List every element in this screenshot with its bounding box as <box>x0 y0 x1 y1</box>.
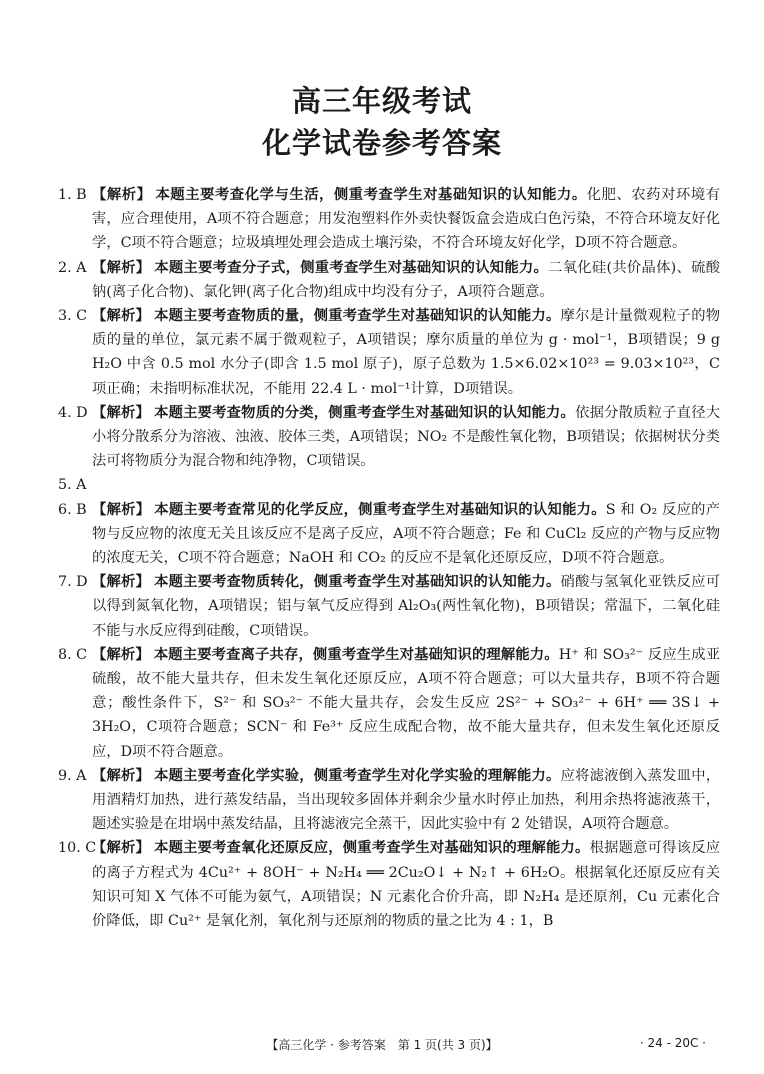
answer-item <box>58 183 720 256</box>
analysis-lead: 本题主要考查化学实验，侧重考查学生对化学实验的理解能力。 <box>154 767 561 784</box>
answer-item <box>58 764 720 837</box>
analysis-lead: 本题主要考查物质的分类，侧重考查学生对基础知识的认知能力。 <box>154 404 576 421</box>
analysis-tag: 【解析】 <box>92 840 151 857</box>
analysis-lead: 本题主要考查分子式，侧重考查学生对基础知识的认知能力。 <box>154 259 549 276</box>
analysis-body: 依据分散质粒子直径大小将分散系分为溶液、浊液、胶体三类，A项错误；NO₂ 不是酸性氧化物，B项错误；依据树状分类法可将物质分为混合物和纯净物，C项错误。 <box>92 404 721 470</box>
footer-page-info: 【高三化学 · 参考答案 第 1 页(共 3 页)】 <box>266 1038 498 1052</box>
analysis-tag: 【解析】 <box>92 646 150 663</box>
title-line-1: 高三年级考试 <box>291 84 472 118</box>
answer-number: 7. D <box>58 574 88 591</box>
analysis-body: 硝酸与氢氧化亚铁反应可以得到氮氧化物，A项错误；铝与氧气反应得到 Al₂O₃(两性氧化物)，B项错误；常温下，二氧化硅不能与水反应得到硅酸，C项错误。 <box>92 574 721 639</box>
analysis-body: S 和 O₂ 反应的产物与反应物的浓度无关且该反应不是离子反应，A项不符合题意；Fe 和 CuCl₂ 反应的产物与反应物的浓度无关，C项不符合题意；NaOH 和 CO₂ 的反应不是氧化还原反应，D项不符合题意。 <box>92 501 721 567</box>
answer-text <box>92 183 720 256</box>
analysis-lead: 本题主要考查物质转化，侧重考查学生对基础知识的认知能力。 <box>154 574 561 591</box>
answer-text <box>92 764 720 837</box>
answer-list <box>58 183 720 933</box>
footer-code: · 24 - 20C · <box>639 1036 706 1050</box>
answer-item <box>58 401 720 474</box>
answer-number: 5. A <box>58 477 87 494</box>
answer-item <box>58 304 720 401</box>
analysis-body: 化肥、农药对环境有害，应合理使用，A项不符合题意；用发泡塑料作外卖快餐饭盒会造成白色污染，不符合环境友好化学，C项不符合题意；垃圾填埋处理会造成土壤污染，不符合环境友好化学，D项不符合题意。 <box>92 187 721 252</box>
analysis-lead: 本题主要考查常见的化学反应，侧重考查学生对基础知识的认知能力。 <box>154 501 606 518</box>
analysis-tag: 【解析】 <box>92 404 151 421</box>
analysis-lead: 本题主要考查离子共存，侧重考查学生对基础知识的理解能力。 <box>153 646 559 663</box>
analysis-body: 摩尔是计量微观粒子的物质的量的单位，氯元素不属于微观粒子，A项错误；摩尔质量的单位为 g · mol⁻¹，B项错误；9 g H₂O 中含 0.5 mol 水分子(即含 1.5 mol 原子)，原子总数为 1.5×6.02×10²³ = 9.03×10²³，C项正确；未指明标准状况，不能用 22.4 L · mol⁻¹计算，D项错误。 <box>92 308 721 397</box>
answer-item <box>58 256 720 304</box>
analysis-lead: 本题主要考查化学与生活，侧重考查学生对基础知识的认知能力。 <box>155 187 587 203</box>
analysis-tag: 【解析】 <box>92 574 151 591</box>
analysis-tag: 【解析】 <box>92 259 151 276</box>
analysis-body: 二氧化硅(共价晶体)、硫酸钠(离子化合物)、氯化钾(离子化合物)组成中均没有分子，A项符合题意。 <box>92 259 721 300</box>
analysis-tag: 【解析】 <box>92 767 151 784</box>
answer-number: 4. D <box>58 404 88 421</box>
analysis-tag: 【解析】 <box>92 501 151 518</box>
answer-item <box>58 643 720 764</box>
answer-text <box>92 643 720 764</box>
answer-text <box>92 570 720 643</box>
answer-text <box>92 473 720 497</box>
answer-number: 3. C <box>58 308 88 325</box>
answer-text <box>92 256 720 304</box>
document-title <box>0 80 764 164</box>
answer-item <box>58 836 720 933</box>
answer-number: 6. B <box>58 501 87 518</box>
answer-text <box>92 304 720 401</box>
analysis-tag: 【解析】 <box>92 308 151 325</box>
answer-number: 8. C <box>58 646 88 663</box>
answer-number: 1. B <box>58 187 87 203</box>
analysis-tag: 【解析】 <box>92 187 152 203</box>
answer-text <box>92 836 720 933</box>
answer-text <box>92 401 720 474</box>
analysis-body: 应将滤液倒入蒸发皿中，用酒精灯加热，进行蒸发结晶，当出现较多固体并剩余少量水时停止加热，利用余热将滤液蒸干，题述实验是在坩埚中蒸发结晶，且将滤液完全蒸干，因此实验中有 2 处错误，A项符合题意。 <box>92 767 721 833</box>
answer-item <box>58 498 720 571</box>
answer-number: 10. C <box>58 840 97 857</box>
answer-text <box>92 498 720 571</box>
analysis-lead: 本题主要考查氧化还原反应，侧重考查学生对基础知识的理解能力。 <box>154 840 590 857</box>
title-line-2: 化学试卷参考答案 <box>261 126 502 160</box>
analysis-body: 根据题意可得该反应的离子方程式为 4Cu²⁺ + 8OH⁻ + N₂H₄ ══ 2Cu₂O↓ + N₂↑ + 6H₂O。根据氧化还原反应有关知识可知 X 气体不可能为氨气，A项错误；N 元素化合价升高，即 N₂H₄ 是还原剂，Cu 元素化合价降低，即 Cu²⁺ 是氧化剂，氧化剂与还原剂的物质的量之比为 4 : 1，B <box>92 840 721 930</box>
analysis-body: H⁺ 和 SO₃²⁻ 反应生成亚硫酸，故不能大量共存，但未发生氧化还原反应，A项不符合题意；可以大量共存，B项不符合题意；酸性条件下，S²⁻ 和 SO₃²⁻ 不能大量共存，会发生反应 2S²⁻ + SO₃²⁻ + 6H⁺ ══ 3S↓ + 3H₂O，C项符合题意；SCN⁻ 和 Fe³⁺ 反应生成配合物，故不能大量共存，但未发生氧化还原反应，D项不符合题意。 <box>92 646 721 760</box>
answer-item <box>58 473 720 497</box>
analysis-lead: 本题主要考查物质的量，侧重考查学生对基础知识的认知能力。 <box>154 308 561 325</box>
answer-number: 2. A <box>58 259 87 276</box>
answer-item <box>58 570 720 643</box>
answer-number: 9. A <box>58 767 87 784</box>
